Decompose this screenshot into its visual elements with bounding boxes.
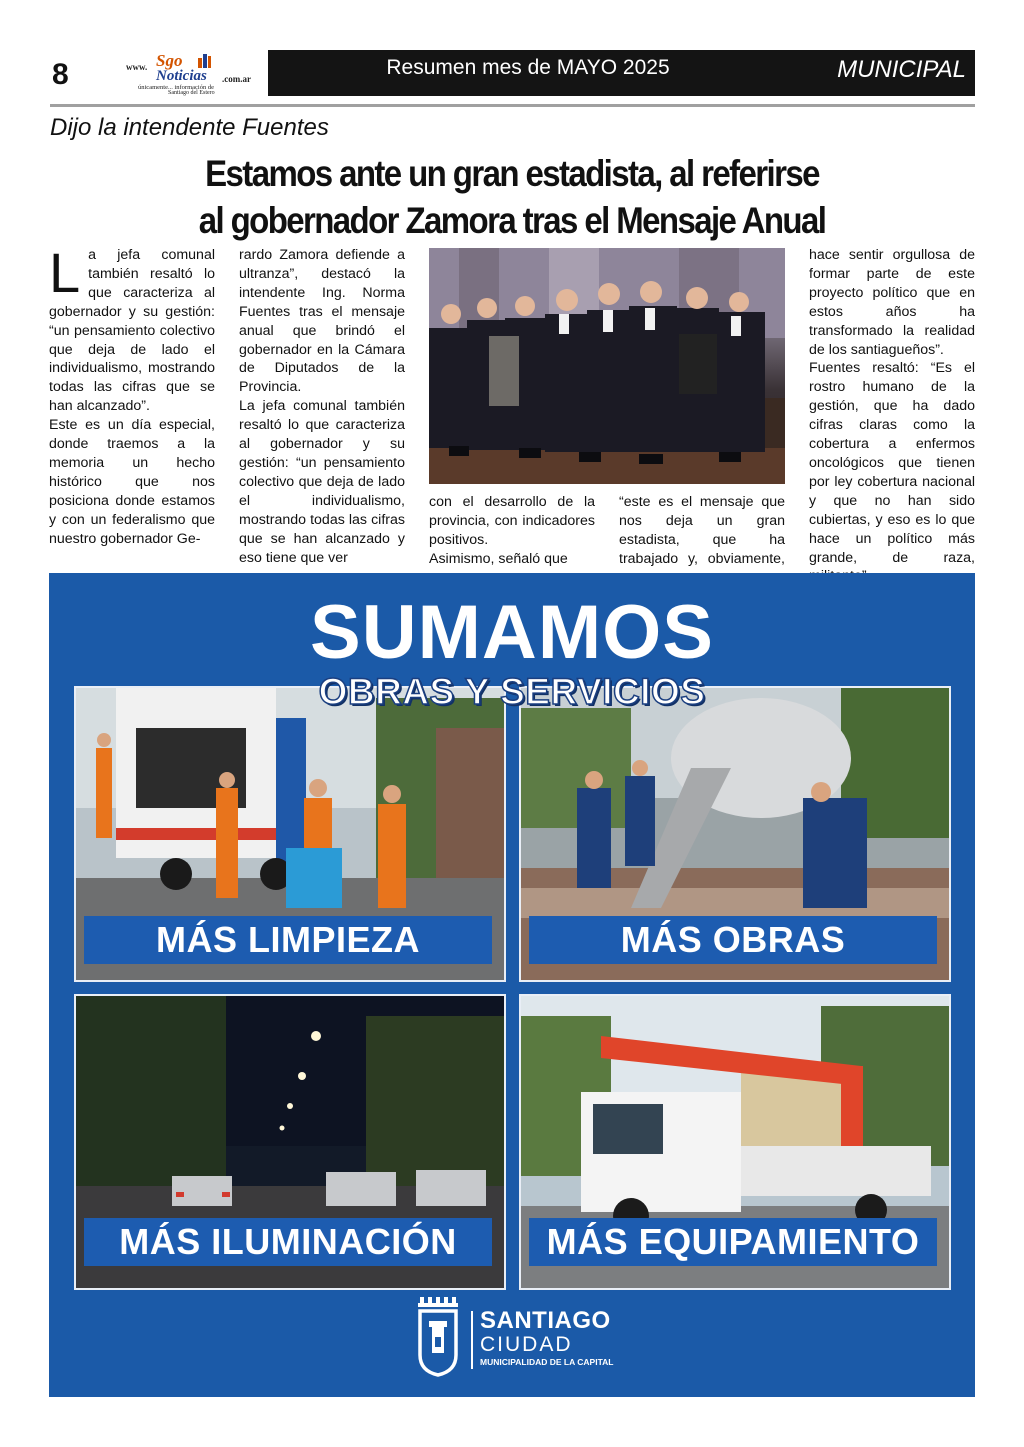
page-number: 8 [52, 58, 69, 91]
tile-label-limpieza: MÁS LIMPIEZA [84, 916, 492, 964]
logo-www: www. [126, 62, 148, 72]
headline-line-2: al gobernador Zamora tras el Mensaje Anual [198, 199, 826, 241]
brand-muni: MUNICIPALIDAD DE LA CAPITAL [480, 1357, 614, 1367]
article-photo [429, 248, 785, 484]
article-paragraph: “este es el mensaje que nos deja un gran estadista, que ha trabajado y, obviamente, [619, 494, 785, 567]
article-paragraph: hace sentir orgullosa de formar parte de este proyecto político que en estos años ha transformado la realidad de los santiagueños”. [809, 247, 975, 358]
drop-cap: L [49, 241, 81, 304]
article-column-3 [429, 493, 595, 569]
sgo-noticias-logo [118, 50, 268, 96]
tile-label-equipamiento: MÁS EQUIPAMIENTO [529, 1218, 937, 1266]
logo-tagline-1: únicamente... información de [138, 84, 214, 91]
logo-domain: .com.ar [222, 74, 251, 84]
issue-title: Resumen mes de MAYO 2025 [386, 56, 670, 79]
municipal-advert [49, 573, 975, 1397]
brand-name: SANTIAGO [480, 1307, 611, 1334]
audience-photo-illustration [429, 248, 785, 484]
article-column-5 [809, 246, 975, 586]
header-rule [50, 104, 975, 107]
brand-separator [471, 1311, 473, 1369]
santiago-ciudad-brand [414, 1295, 634, 1379]
paragraph-text: a jefa comunal también resaltó lo que caracteriza al gobernador y su gestión: “un pensamiento colectivo que deja de lado el individualismo, mostrando todas las cifras que se han alcanzado”. [49, 247, 215, 415]
section-label: MUNICIPAL [837, 56, 966, 83]
advert-subtitle: OBRAS Y SERVICIOS [318, 671, 706, 712]
article-paragraph: Fuentes resaltó: “Es el rostro humano de la gestión, que ha dado cifras claras como la cobertura a enfermos oncológicos que tienen por ley cobertura nacional y que no han sido cubiertas, y eso es lo que hace un político más grande, de raza, [809, 360, 975, 566]
article-paragraph: Este es un día especial, donde traemos a la memoria un hecho histórico que nos posiciona donde estamos y con un federalismo que nuestro gobernador Ge- [49, 417, 215, 547]
article-paragraph [49, 241, 215, 416]
tile-obras [519, 686, 951, 982]
tile-label-obras: MÁS OBRAS [529, 916, 937, 964]
advert-title: SUMAMOS [310, 590, 714, 675]
logo-noticias: Noticias [156, 68, 207, 84]
tile-iluminacion [74, 994, 506, 1290]
article-paragraph: con el desarrollo de la provincia, con indicadores positivos. [429, 494, 595, 548]
article-kicker: Dijo la intendente Fuentes [50, 114, 329, 141]
article-paragraph: La jefa comunal también resaltó lo que caracteriza al gobernador y su gestión: “un pensamiento colectivo que deja de lado el individualismo, mostrando todas las cifras que se han alcanzado y eso tiene que ver [239, 398, 405, 566]
logo-sgo: Sgo [156, 51, 183, 70]
logo-mark-icon [198, 52, 212, 70]
headline-line-1: Estamos ante un gran estadista, al referirse [205, 152, 819, 194]
article-column-1 [49, 241, 215, 549]
article-paragraph: rardo Zamora defiende a ultranza”, destacó la intendente Ing. Norma Fuentes tras el mensaje anual que brindó el gobernador en la Cámara de Diputados de la Provincia. [239, 247, 405, 396]
municipal-crest-icon [416, 1297, 460, 1377]
brand-sub: CIUDAD [480, 1333, 573, 1356]
article-column-2 [239, 246, 405, 567]
article-paragraph: Asimismo, señaló que [429, 550, 568, 567]
logo-tagline-2: Santiago del Estero [168, 90, 215, 96]
tile-limpieza [74, 686, 506, 982]
article-headline [150, 150, 874, 244]
tile-equipamiento [519, 994, 951, 1290]
tile-label-iluminacion: MÁS ILUMINACIÓN [84, 1218, 492, 1266]
